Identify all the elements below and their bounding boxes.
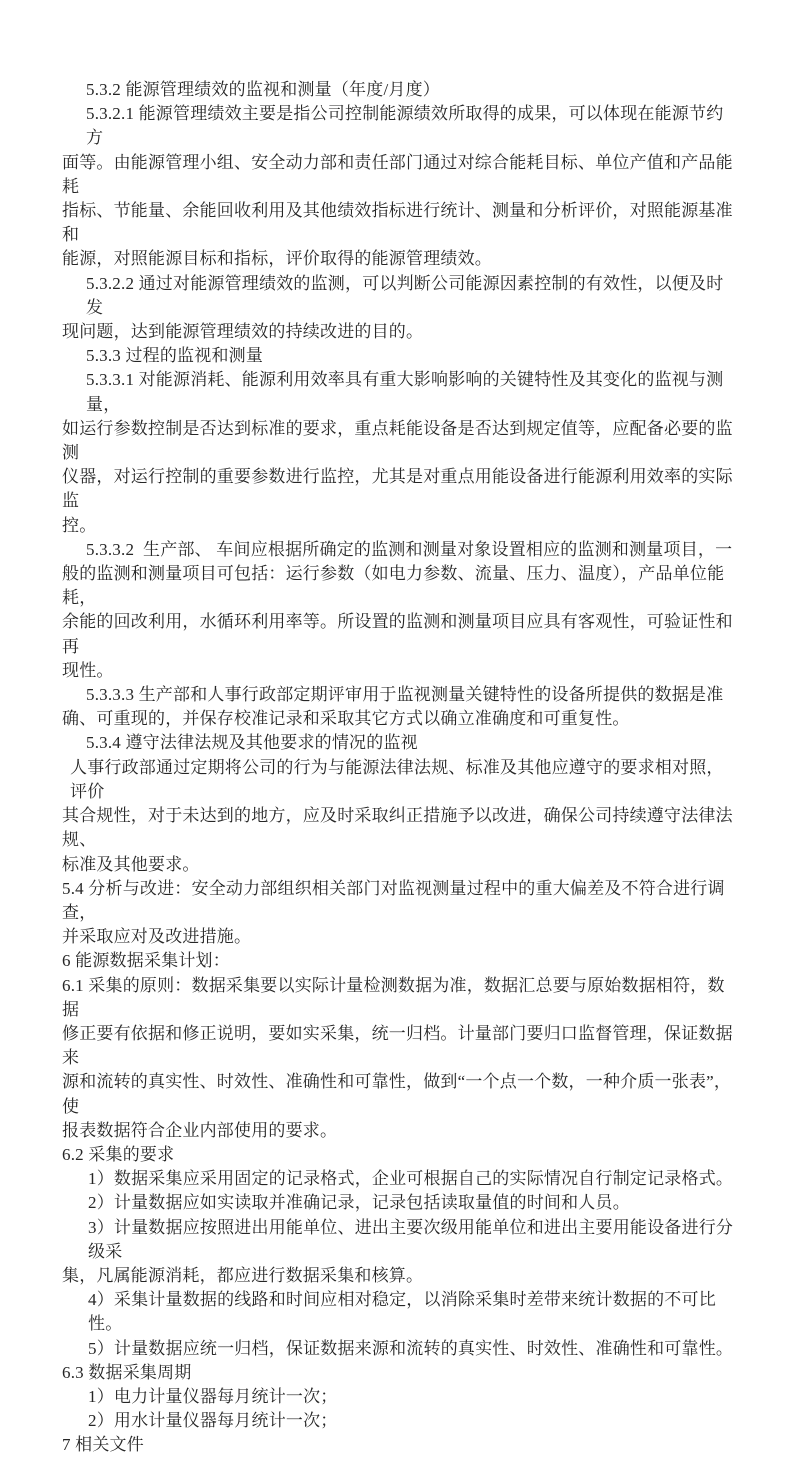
section-heading-5-3-4: 5.3.4 遵守法律法规及其他要求的情况的监视 <box>86 733 418 753</box>
paragraph-line: 源和流转的真实性、时效性、准确性和可靠性，做到“一个点一个数，一种介质一张表”，使 <box>62 1072 732 1116</box>
list-item-4: 4）采集计量数据的线路和时间应相对稳定，以消除采集时差带来统计数据的不可比性。 <box>88 1290 716 1334</box>
paragraph-line: 并采取应对及改进措施。 <box>62 927 252 947</box>
section-heading-5-3-2-1: 5.3.2.1 能源管理绩效主要是指公司控制能源绩效所取得的成果，可以体现在能源节约方 <box>86 104 724 148</box>
paragraph-line: 面等。由能源管理小组、安全动力部和责任部门通过对综合能耗目标、单位产值和产品能耗 <box>62 152 733 196</box>
list-item-5: 5）计量数据应统一归档，保证数据来源和流转的真实性、时效性、准确性和可靠性。 <box>88 1338 734 1358</box>
section-heading-7: 7 相关文件 <box>62 1435 144 1455</box>
list-item-2: 2）用水计量仪器每月统计一次； <box>88 1411 338 1431</box>
paragraph-line: 修正要有依据和修正说明，要如实采集，统一归档。计量部门要归口监督管理，保证数据来 <box>62 1023 733 1068</box>
paragraph-line: 控。 <box>62 515 97 535</box>
section-heading-6-1: 6.1 采集的原则：数据采集要以实际计量检测数据为准，数据汇总要与原始数据相符，数据 <box>62 975 725 1019</box>
list-item-1: 1）电力计量仪器每月统计一次； <box>88 1386 338 1406</box>
document-body <box>62 70 740 1458</box>
paragraph-line: 人事行政部通过定期将公司的行为与能源法律法规、标准及其他应遵守的要求相对照，评价 <box>70 757 724 801</box>
list-item-2: 2）计量数据应如实读取并准确记录，记录包括读取量值的时间和人员。 <box>88 1193 630 1213</box>
paragraph-line: 仪器，对运行控制的重要参数进行监控，尤其是对重点用能设备进行能源利用效率的实际监 <box>62 467 733 511</box>
paragraph-line: 其合规性，对于未达到的地方，应及时采取纠正措施予以改进，确保公司持续遵守法律法规、 <box>62 806 733 850</box>
section-heading-5-3-3: 5.3.3 过程的监视和测量 <box>86 346 264 366</box>
section-heading-5-3-3-3: 5.3.3.3 生产部和人事行政部定期评审用于监视测量关键特性的设备所提供的数据是准 <box>86 685 724 705</box>
section-heading-5-3-2-2: 5.3.2.2 通过对能源管理绩效的监测，可以判断公司能源因素控制的有效性，以便及时发 <box>86 273 724 317</box>
paragraph-line: 余能的回改利用，水循环利用率等。所设置的监测和测量项目应具有客观性，可验证性和再 <box>62 612 733 656</box>
section-heading-6-3: 6.3 数据采集周期 <box>62 1362 192 1382</box>
paragraph-line: 集，凡属能源消耗，都应进行数据采集和核算。 <box>62 1265 424 1285</box>
paragraph-line: 如运行参数控制是否达到标准的要求，重点耗能设备是否达到规定值等，应配备必要的监测 <box>62 418 733 463</box>
section-heading-5-3-3-1: 5.3.3.1 对能源消耗、能源利用效率具有重大影响影响的关键特性及其变化的监视与测量， <box>86 370 724 414</box>
list-item-3: 3）计量数据应按照进出用能单位、进出主要次级用能单位和进出主要用能设备进行分级采 <box>88 1217 734 1261</box>
paragraph-line: 报表数据符合企业内部使用的要求。 <box>62 1120 338 1140</box>
section-heading-6-2: 6.2 采集的要求 <box>62 1144 175 1164</box>
paragraph-line: 指标、节能量、余能回收利用及其他绩效指标进行统计、测量和分析评价，对照能源基准和 <box>62 201 733 245</box>
paragraph-line: 标准及其他要求。 <box>62 854 200 874</box>
section-heading-5-4: 5.4 分析与改进：安全动力部组织相关部门对监视测量过程中的重大偏差及不符合进行调查， <box>62 878 725 922</box>
section-heading-6: 6 能源数据采集计划： <box>62 951 230 971</box>
section-heading-5-3-3-2: 5.3.3.2 生产部、 车间应根据所确定的监测和测量对象设置相应的监测和测量项目，一 <box>86 539 733 559</box>
paragraph-line: 现问题，达到能源管理绩效的持续改进的目的。 <box>62 322 424 342</box>
paragraph-line: 现性。 <box>62 660 114 680</box>
paragraph-line: 确、可重现的，并保存校准记录和采取其它方式以确立准确度和可重复性。 <box>62 709 630 729</box>
paragraph-line: 般的监测和测量项目可包括：运行参数（如电力参数、流量、压力、温度），产品单位能耗， <box>62 564 725 608</box>
paragraph-line: 能源，对照能源目标和指标，评价取得的能源管理绩效。 <box>62 249 492 269</box>
section-heading-5-3-2: 5.3.2 能源管理绩效的监视和测量（年度/月度） <box>86 80 440 99</box>
list-item-1: 1）数据采集应采用固定的记录格式，企业可根据自己的实际情况自行制定记录格式。 <box>88 1169 734 1189</box>
